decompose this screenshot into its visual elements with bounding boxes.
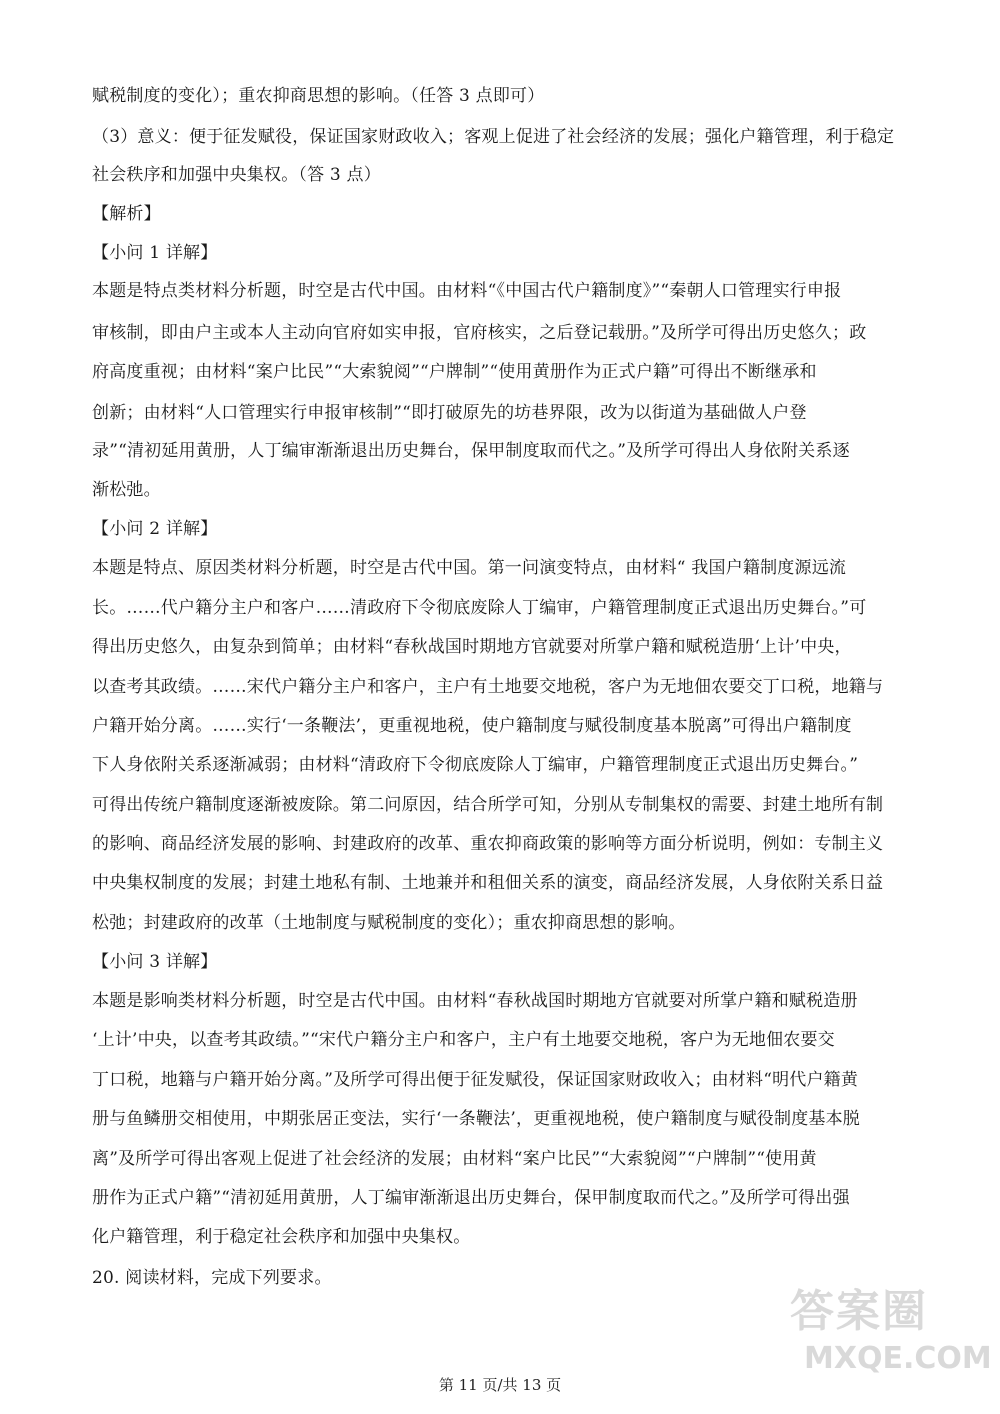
section-heading: 【小问 3 详解】 <box>92 952 218 972</box>
page-number-footer: 第 11 页/共 13 页 <box>438 1376 562 1394</box>
text-line: 审核制，即由户主或本人主动向官府如实申报，官府核实，之后登记载册。”及所学可得出历史悠久；政 <box>92 323 867 343</box>
text-line: 册作为正式户籍”“清初延用黄册，人丁编审渐渐退出历史舞台，保甲制度取而代之。”及所学可得出强 <box>92 1188 850 1208</box>
text-line: 户籍开始分离。……实行‘一条鞭法’，更重视地税，使户籍制度与赋役制度基本脱离”可得出户籍制度 <box>92 716 852 736</box>
text-line: 中央集权制度的发展；封建土地私有制、土地兼并和租佃关系的演变，商品经济发展，人身依附关系日益 <box>92 873 884 893</box>
text-line: 丁口税，地籍与户籍开始分离。”及所学可得出便于征发赋役，保证国家财政收入；由材料“明代户籍黄 <box>92 1070 859 1090</box>
text-line: 下人身依附关系逐渐减弱；由材料“清政府下令彻底废除人丁编审，户籍管理制度正式退出历史舞台。” <box>92 755 859 775</box>
text-line: 以查考其政绩。……宋代户籍分主户和客户，主户有土地要交地税，客户为无地佃农要交丁口税，地籍与 <box>92 677 884 697</box>
text-line: 松弛；封建政府的改革（土地制度与赋税制度的变化）；重农抑商思想的影响。 <box>92 913 686 933</box>
text-line: 府高度重视；由材料“案户比民”“大索貌阅”“户牌制”“使用黄册作为正式户籍”可得出不断继承和 <box>92 362 817 382</box>
text-line: 的影响、商品经济发展的影响、封建政府的改革、重农抑商政策的影响等方面分析说明，例如：专制主义 <box>92 834 884 854</box>
text-line: 本题是影响类材料分析题，时空是古代中国。由材料“春秋战国时期地方官就要对所掌户籍和赋税造册 <box>92 991 858 1011</box>
section-heading: 【小问 2 详解】 <box>92 519 218 539</box>
watermark-logo <box>790 1286 992 1386</box>
text-line: 长。……代户籍分主户和客户……清政府下令彻底废除人丁编审，户籍管理制度正式退出历史舞台。”可 <box>92 598 867 618</box>
section-heading: 【解析】 <box>92 204 161 224</box>
text-line: 化户籍管理，利于稳定社会秩序和加强中央集权。 <box>92 1227 471 1247</box>
text-line: 创新；由材料“人口管理实行申报审核制”“即打破原先的坊巷界限，改为以街道为基础做人户登 <box>92 403 807 423</box>
text-line: 可得出传统户籍制度逐渐被废除。第二问原因，结合所学可知，分别从专制集权的需要、封建土地所有制 <box>92 795 884 815</box>
text-line: ‘上计’中央，以查考其政绩。”“宋代户籍分主户和客户，主户有土地要交地税，客户为无地佃农要交 <box>92 1030 835 1050</box>
text-line: （3）意义：便于征发赋役，保证国家财政收入；客观上促进了社会经济的发展；强化户籍管理，利于稳定 <box>92 127 895 147</box>
text-line: 册与鱼鳞册交相使用，中期张居正变法，实行‘一条鞭法’，更重视地税，使户籍制度与赋役制度基本脱 <box>92 1109 861 1129</box>
section-heading: 【小问 1 详解】 <box>92 243 218 263</box>
text-line: 离”及所学可得出客观上促进了社会经济的发展；由材料“案户比民”“大索貌阅”“户牌制”“使用黄 <box>92 1149 817 1169</box>
text-line: 本题是特点类材料分析题，时空是古代中国。由材料“《中国古代户籍制度》”“秦朝人口管理实行申报 <box>92 281 842 301</box>
text-line: 得出历史悠久，由复杂到简单；由材料“春秋战国时期地方官就要对所掌户籍和赋税造册‘上计’中央， <box>92 637 852 657</box>
watermark-url-text: MXQE.COM <box>804 1341 992 1376</box>
text-line: 录”“清初延用黄册，人丁编审渐渐退出历史舞台，保甲制度取而代之。”及所学可得出人身依附关系逐 <box>92 441 850 461</box>
question-heading: 20. 阅读材料，完成下列要求。 <box>92 1268 332 1288</box>
watermark-logo-text: 答案圈 <box>790 1286 928 1337</box>
text-line: 赋税制度的变化）；重农抑商思想的影响。（任答 3 点即可） <box>92 86 545 106</box>
text-line: 本题是特点、原因类材料分析题，时空是古代中国。第一问演变特点，由材料“ 我国户籍制度源远流 <box>92 558 847 578</box>
text-line: 渐松弛。 <box>92 480 161 500</box>
text-line: 社会秩序和加强中央集权。（答 3 点） <box>92 165 381 185</box>
